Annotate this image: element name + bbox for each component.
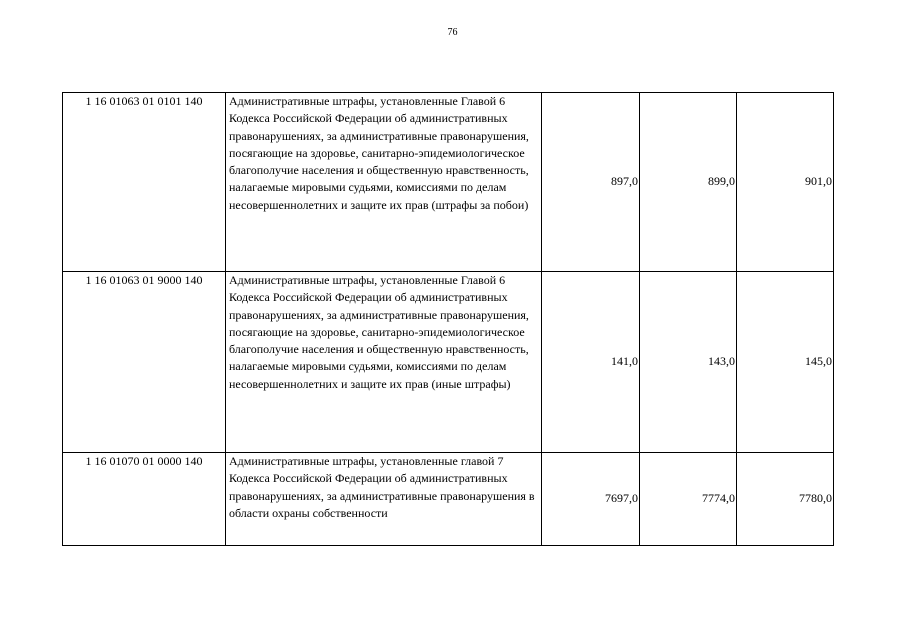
budget-code-cell: 1 16 01063 01 0101 140 [63, 93, 226, 272]
description-cell: Административные штрафы, установленные Главой 6 Кодекса Российской Федерации об административных правонарушениях, за административные правонарушения, посягающие на здоровье, санитарно-эпидемиологическое благополучие населения и общественную нравственность, налагаемые мировыми судьями, комиссиями по делам несовершеннолетних и защите их прав (штрафы за побои) [226, 93, 542, 272]
description-cell: Административные штрафы, установленные Главой 6 Кодекса Российской Федерации об административных правонарушениях, за административные правонарушения, посягающие на здоровье, санитарно-эпидемиологическое благополучие населения и общественную нравственность, налагаемые мировыми судьями, комиссиями по делам несовершеннолетних и защите их прав (иные штрафы) [226, 272, 542, 453]
value-cell-2: 7774,0 [640, 453, 737, 546]
budget-code-cell: 1 16 01063 01 9000 140 [63, 272, 226, 453]
value-cell-3: 7780,0 [737, 453, 834, 546]
value-cell-2: 143,0 [640, 272, 737, 453]
table-row [63, 93, 834, 272]
value-cell-1: 141,0 [542, 272, 640, 453]
table-row [63, 272, 834, 453]
value-cell-1: 897,0 [542, 93, 640, 272]
table-row [63, 453, 834, 546]
value-cell-2: 899,0 [640, 93, 737, 272]
value-cell-1: 7697,0 [542, 453, 640, 546]
description-cell: Административные штрафы, установленные главой 7 Кодекса Российской Федерации об административных правонарушениях, за административные правонарушения в области охраны собственности [226, 453, 542, 546]
page-number: 76 [447, 27, 458, 38]
value-cell-3: 901,0 [737, 93, 834, 272]
revenue-table [62, 92, 834, 546]
value-cell-3: 145,0 [737, 272, 834, 453]
budget-code-cell: 1 16 01070 01 0000 140 [63, 453, 226, 546]
